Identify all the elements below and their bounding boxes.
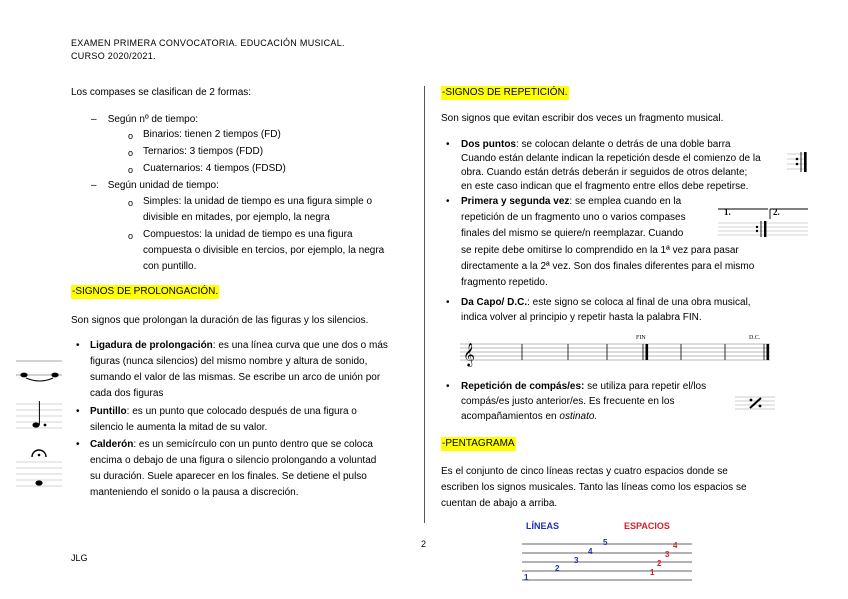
space-number-2: 2	[657, 559, 662, 568]
definition: : es una línea curva que une dos o más	[212, 340, 388, 351]
definition: se utiliza para repetir el/los	[584, 381, 707, 392]
bullet-icon: •	[446, 381, 450, 392]
list-item-compound-line3: con puntillo.	[143, 261, 197, 272]
fermata-item-line4: manteniendo el sonido o la pausa a discreción.	[90, 487, 299, 498]
staff-definition-line1: Es el conjunto de cinco líneas rectas y cuatro espacios donde se	[441, 466, 728, 477]
list-item-quaternary: Cuaternarios: 4 tiempos (FDSD)	[143, 163, 286, 174]
measure-repeat-sign-icon	[735, 395, 777, 411]
list-item-label: Según unidad de tiempo:	[107, 180, 219, 191]
term: Repetición de compás/es:	[461, 381, 585, 392]
space-number-1: 1	[650, 568, 655, 577]
list-item-simple-line2: divisible en mitades, por ejemplo, la negra	[143, 212, 330, 223]
heading-text: -SIGNOS DE REPETICIÓN.	[442, 87, 568, 98]
bullet-icon: •	[76, 406, 80, 417]
volta-brackets-icon	[718, 207, 810, 237]
staff-diagram-icon	[522, 540, 694, 584]
dacapo-item-line2: indica volver al principio y repetir hasta la palabra FIN.	[461, 312, 702, 323]
list-item-compound-line1: Compuestos: la unidad de tiempo es una figura	[143, 229, 353, 240]
header-title: EXAMEN PRIMERA CONVOCATORIA. EDUCACIÓN MUSICAL.	[71, 38, 345, 48]
definition: : se emplea cuando en la	[569, 196, 682, 207]
space-number-4: 4	[673, 541, 678, 550]
fin-label: FIN	[636, 335, 646, 341]
list-item-simple-line1: Simples: la unidad de tiempo es una figura simple o	[143, 196, 373, 207]
list-item-by-time-unit: – Según unidad de tiempo:	[91, 180, 219, 191]
bullet-icon: •	[446, 196, 450, 207]
dc-label: D.C.	[749, 335, 761, 341]
line-number-4: 4	[588, 547, 593, 556]
volta-item-line5: directamente a la 2ª vez. Son dos finales diferentes para el mismo	[461, 261, 755, 272]
tie-illustration-icon	[14, 355, 64, 385]
svg-text:𝄞: 𝄞	[463, 342, 475, 366]
dotted-note-illustration-icon	[14, 398, 64, 432]
list-item-binary: Binarios: tienen 2 tiempos (FD)	[143, 129, 281, 140]
list-item-ternary: Ternarios: 3 tiempos (FDD)	[143, 146, 264, 157]
measure-repeat-line1	[461, 380, 706, 394]
measure-repeat-line2: compás/es justo anterior/es. Es frecuente en los	[461, 396, 675, 407]
dot-item-line1	[90, 405, 357, 419]
line-number-5: 5	[603, 538, 608, 547]
dacapo-staff-icon	[460, 338, 772, 366]
space-number-3: 3	[665, 550, 670, 559]
fermata-item-line1	[90, 438, 373, 452]
definition: : este signo se coloca al final de una obra musical,	[527, 297, 751, 308]
bullet-icon: o	[128, 131, 134, 141]
header-course: CURSO 2020/2021.	[71, 51, 156, 62]
line-number-3: 3	[574, 556, 579, 565]
fermata-item-line3: su duración. Suele aparecer en los finales. Se detiene el pulso	[90, 471, 367, 482]
list-item-label: Según nº de tiempo:	[107, 114, 199, 125]
colon-item-line2: Cuando están delante indican la repetición desde el comienzo de la	[461, 153, 761, 164]
colon-item-line1	[461, 138, 731, 152]
definition: : es un punto que colocado después de una figura o	[126, 406, 357, 417]
lines-label: LÍNEAS	[526, 521, 560, 531]
spaces-label: ESPACIOS	[624, 521, 670, 531]
list-item-by-time-count: – Según nº de tiempo:	[91, 114, 199, 125]
colon-item-line4: en este caso indican que el fragmento entre ellos debe repetirse.	[461, 181, 749, 192]
fermata-illustration-icon	[14, 444, 64, 490]
bullet-icon: •	[446, 139, 450, 150]
term: Da Capo/ D.C.	[461, 297, 528, 308]
tie-item-line4: cada dos figuras	[90, 388, 164, 399]
repeat-sign-icon	[787, 152, 809, 174]
bullet-icon: •	[76, 439, 80, 450]
measure-repeat-line3	[461, 410, 597, 424]
page-number: 2	[421, 539, 427, 549]
volta-second-label: 2.	[773, 207, 780, 217]
line-number-1: 1	[524, 573, 529, 582]
dot-item-line2: silencio le aumenta la mitad de su valor.	[90, 422, 268, 433]
volta-item-line1	[461, 195, 681, 209]
line-number-2: 2	[555, 564, 560, 573]
term: Dos puntos	[461, 139, 516, 150]
footer-initials: JLG	[71, 553, 88, 563]
section-heading-repetition	[441, 86, 569, 100]
tie-item-line3: sumando el valor de las mismas. Se escribe un arco de unión por	[90, 372, 381, 383]
fermata-item-line2: encima o debajo de una figura o silencio prolongando a voluntad	[90, 455, 377, 466]
section-heading-staff	[441, 437, 516, 451]
staff-definition-line2: escriben los signos musicales. Tanto las líneas como los espacios se	[441, 482, 747, 493]
staff-definition-line3: cuentan de abajo a arriba.	[441, 498, 558, 509]
tie-item-line2: figuras (nunca silencios) del mismo nombre y altura de sonido,	[90, 356, 368, 367]
volta-item-line2: repetición de un fragmento uno o varios compases	[461, 212, 686, 223]
term: Ligadura de prolongación	[90, 340, 213, 351]
prolongation-intro: Son signos que prolongan la duración de las figuras y los silencios.	[71, 315, 369, 326]
bullet-icon: o	[128, 148, 134, 158]
repetition-intro: Son signos que evitan escribir dos veces un fragmento musical.	[441, 113, 724, 124]
definition: : se colocan delante o detrás de una doble barra	[516, 139, 731, 150]
volta-first-label: 1.	[724, 207, 731, 217]
definition: : es un semicírculo con un punto dentro que se coloca	[133, 439, 373, 450]
term: Primera y segunda vez	[461, 196, 570, 207]
column-divider	[424, 86, 425, 523]
colon-item-line3: obra. Cuando están detrás deberán ir seguidos de otros delante;	[461, 167, 748, 178]
term: Puntillo	[90, 406, 127, 417]
text: acompañamientos en	[461, 411, 560, 422]
volta-item-line4: se repite debe omitirse lo comprendido en la 1ª vez para pasar	[461, 245, 739, 256]
bullet-icon: o	[128, 198, 134, 208]
italic-term: ostinato.	[559, 411, 598, 422]
section-heading-prolongation	[71, 285, 219, 299]
heading-text: -PENTAGRAMA	[442, 438, 515, 449]
bullet-icon: o	[128, 231, 134, 241]
tie-item-line1	[90, 339, 388, 353]
bullet-icon: •	[446, 297, 450, 308]
dacapo-item-line1	[461, 296, 751, 310]
bullet-icon: •	[76, 340, 80, 351]
list-item-compound-line2: compuesta o divisible en tercios, por ejemplo, la negra	[143, 245, 385, 256]
volta-item-line3: finales del mismo se quiere/n reemplazar. Cuando	[461, 228, 684, 239]
document-header	[71, 37, 345, 63]
meters-intro: Los compases se clasifican de 2 formas:	[71, 87, 252, 98]
bullet-icon: o	[128, 165, 134, 175]
term: Calderón	[90, 439, 134, 450]
volta-item-line6: fragmento repetido.	[461, 277, 548, 288]
heading-text: -SIGNOS DE PROLONGACIÓN.	[72, 286, 219, 297]
